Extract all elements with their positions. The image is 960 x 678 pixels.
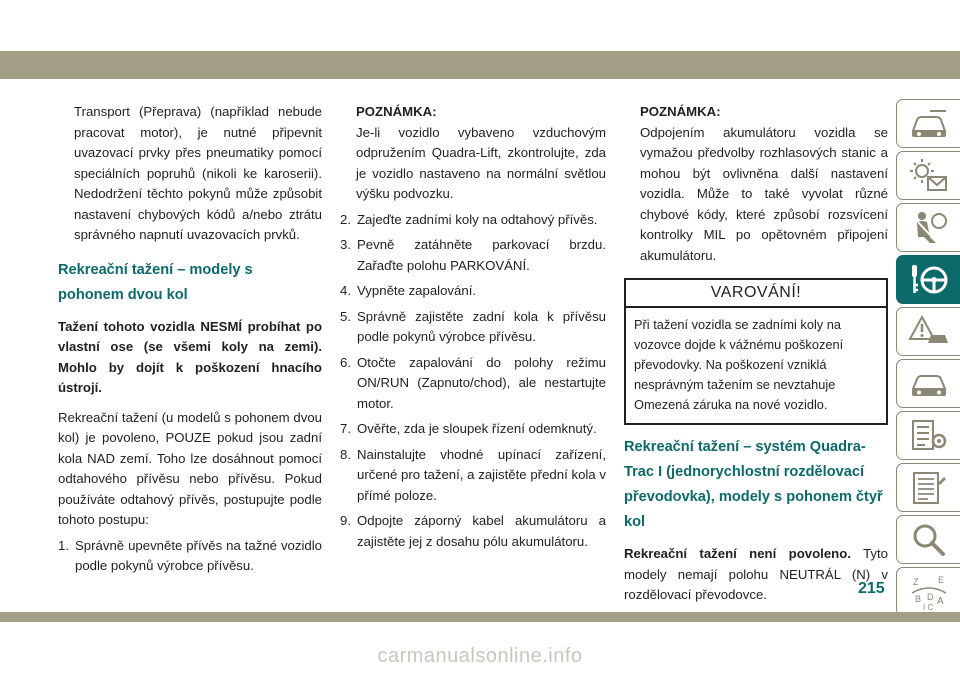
magnifier-icon xyxy=(908,521,950,559)
step-number: 1. xyxy=(58,537,69,553)
step-text: Pevně zatáhněte parkovací brzdu. Zařaďte polohu PARKOVÁNÍ. xyxy=(357,237,606,273)
list-item xyxy=(340,235,606,276)
step-number: 7. xyxy=(340,421,351,436)
step-text: Odpojte záporný kabel akumulátoru a zajistěte jej z dosahu pólu akumulátoru. xyxy=(357,513,606,549)
note-title: POZNÁMKA: xyxy=(356,104,437,119)
bold-lead: Rekreační tažení není povoleno. xyxy=(624,546,851,561)
tab-instrument-panel[interactable] xyxy=(896,151,960,200)
note-text: Odpojením akumulátoru vozidla se vymažou předvolby rozhlasových stanic a mohou být ovlivněna další nastavení vozidla. Může to také vyvolat různé chybové kódy, které způsobí rozsvícení kontrolky MIL po opětovném připojení akumulátoru. xyxy=(640,124,888,263)
step-text: Ověřte, zda je sloupek řízení odemknutý. xyxy=(357,421,597,436)
top-band xyxy=(0,51,960,79)
quadra-trac-paragraph xyxy=(624,544,888,606)
step-text: Otočte zapalování do polohy režimu ON/RUN (Zapnuto/chod), ale nestartujte motor. xyxy=(357,354,606,411)
bottom-band xyxy=(0,612,960,622)
list-item xyxy=(340,511,606,552)
step-number: 3. xyxy=(340,237,351,252)
note-block xyxy=(340,102,606,205)
list-item xyxy=(340,281,606,302)
bold-notice: Tažení tohoto vozidla NESMÍ probíhat po vlastní ose (se všemi koly na zemi). Mohlo by dojít k poškození hnacího ústrojí. xyxy=(58,318,322,395)
warning-box xyxy=(624,278,888,425)
tab-servicing[interactable] xyxy=(896,359,960,408)
car-service-icon xyxy=(908,365,950,403)
list-item xyxy=(340,307,606,348)
maintenance-checklist-icon xyxy=(908,417,950,455)
list-item xyxy=(340,445,606,507)
column-2 xyxy=(340,102,606,552)
step-number: 8. xyxy=(340,446,351,462)
list-item xyxy=(340,419,606,440)
step-number: 5. xyxy=(340,308,351,324)
chapter-tabs xyxy=(896,99,960,619)
svg-text:A: A xyxy=(936,595,944,607)
warning-text: Při tažení vozidla se zadními koly na vozovce dojde k vážnému poškození převodovky. Na poškození vzniklá nesprávným tažením se nevztahuje Omezená záruka na nové vozidlo. xyxy=(634,317,844,412)
list-item xyxy=(58,536,322,577)
page-number: 215 xyxy=(858,580,885,597)
tab-getting-to-know-vehicle[interactable] xyxy=(896,99,960,148)
note-block xyxy=(624,102,888,266)
column-3 xyxy=(624,102,888,606)
tab-emergency[interactable] xyxy=(896,307,960,356)
specifications-list-icon xyxy=(908,469,950,507)
step-text: Nainstalujte vhodné upínací zařízení, určené pro tažení, a zajistěte přední kola v přímé poloze. xyxy=(357,446,606,503)
section-heading-4wd: Rekreační tažení – systém Quadra-Trac I (jednorychlostní rozdělovací převodovka), modely s pohonem čtyř kol xyxy=(624,439,883,530)
step-text: Vypněte zapalování. xyxy=(357,283,477,298)
alphabet-index-icon xyxy=(908,573,950,611)
note-text: Je-li vozidlo vybaveno vzduchovým odpružením Quadra-Lift, zkontrolujte, zda je vozidlo nastaveno na normální světlou výšku podvozku. xyxy=(356,124,606,201)
steps-list-start xyxy=(58,536,322,577)
car-dashboard-icon xyxy=(908,105,950,143)
tab-search[interactable] xyxy=(896,515,960,564)
tab-maintenance-schedules[interactable] xyxy=(896,411,960,460)
steps-list xyxy=(340,210,606,553)
tab-technical-specifications[interactable] xyxy=(896,463,960,512)
note-title: POZNÁMKA: xyxy=(640,104,721,119)
svg-text:D: D xyxy=(926,591,933,602)
seatbelt-airbag-icon xyxy=(908,209,950,247)
list-item xyxy=(340,210,606,231)
step-text: Zajeďte zadními koly na odtahový přívěs. xyxy=(357,211,598,227)
section-heading-2wd: Rekreační tažení – modely s pohonem dvou kol xyxy=(58,261,253,303)
step-number: 2. xyxy=(340,211,351,227)
warning-car-icon xyxy=(908,313,950,351)
step-text: Správně upevněte přívěs na tažné vozidlo podle pokynů výrobce přívěsu. xyxy=(75,537,322,573)
step-number: 9. xyxy=(340,513,351,528)
watermark: carmanualsonline.info xyxy=(377,645,583,667)
steering-wheel-key-icon xyxy=(908,261,950,299)
warning-title: VAROVÁNÍ! xyxy=(626,280,886,308)
tab-starting-operating[interactable] xyxy=(896,255,960,304)
step-text: Správně zajistěte zadní kola k přívěsu podle pokynů výrobce přívěsu. xyxy=(357,308,606,344)
sun-envelope-icon xyxy=(908,157,950,195)
step-number: 6. xyxy=(340,354,351,370)
intro-paragraph: Transport (Přeprava) (například nebude pracovat motor), je nutné připevnit uvazovací prvky přes pneumatiky pomocí speciálních popruhů (nikoli ke karoserii). Nedodržení těchto pokynů může způsobit nastavení chybových kódů a/nebo ztrátu správného napnutí uvazovacích prvků. xyxy=(74,104,322,242)
paragraph-tail: Tyto modely nemají polohu NEUTRÁL (N) v rozdělovací převodovce. xyxy=(624,546,888,602)
towing-paragraph: Rekreační tažení (u modelů s pohonem dvou kol) je povoleno, POUZE pokud jsou zadní kola NAD zemí. Toho lze dosáhnout pomocí odtahového přívěsu nebo přívěsu. Pokud používáte odtahový přívěs, postupujte podle tohoto postupu: xyxy=(58,409,322,527)
svg-text:Z: Z xyxy=(912,576,918,587)
tab-index[interactable] xyxy=(896,567,960,616)
step-number: 4. xyxy=(340,283,351,298)
svg-text:B: B xyxy=(914,593,921,604)
column-1 xyxy=(58,102,322,577)
svg-text:I C: I C xyxy=(922,602,933,611)
svg-text:E: E xyxy=(937,574,944,585)
list-item xyxy=(340,353,606,415)
tab-safety[interactable] xyxy=(896,203,960,252)
